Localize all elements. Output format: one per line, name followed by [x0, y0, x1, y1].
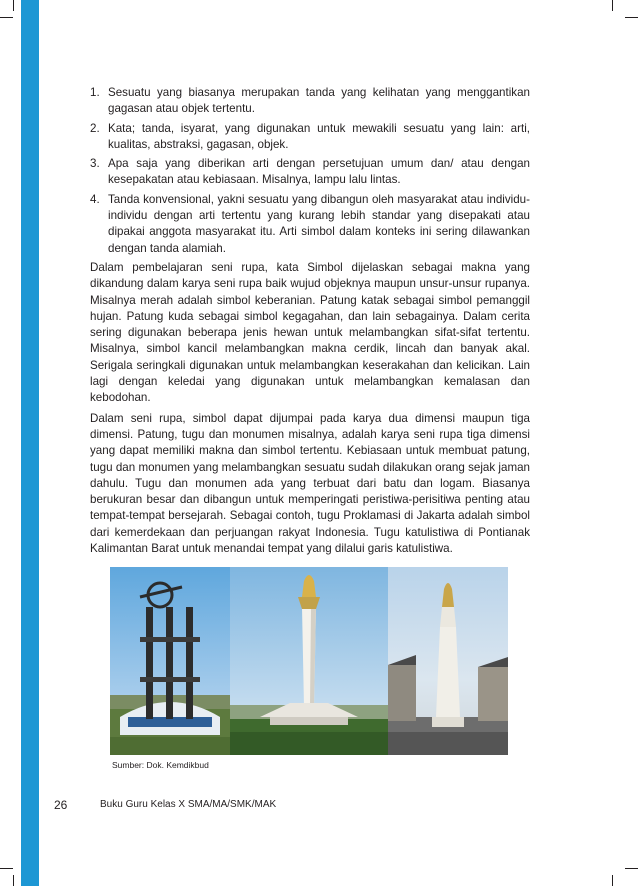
- list-item: 3. Apa saja yang diberikan arti dengan persetujuan umum dan/ atau dengan kesepakatan atau kebiasaan. Misalnya, lampu lalu lintas.: [90, 157, 530, 187]
- photo-tugu-katulistiwa: [110, 567, 230, 755]
- crop-mark: [13, 0, 14, 11]
- crop-mark: [13, 875, 14, 886]
- crop-mark: [0, 17, 13, 18]
- crop-mark: [625, 17, 638, 18]
- photo-monas: [230, 567, 388, 755]
- list-item: 2. Kata; tanda, isyarat, yang digunakan untuk mewakili sesuatu yang lain: arti, kualitas, abstraksi, gagasan, objek.: [90, 121, 530, 151]
- list-item: 4. Tanda konvensional, yakni sesuatu yang dibangun oleh masyarakat atau individu-individu dengan arti tertentu yang kurang lebih standar yang disepakati atau dipakai anggota masyarakat itu. Arti simbol dalam konteks ini sering dilawankan dengan tanda alamiah.: [90, 192, 530, 255]
- book-title: Buku Guru Kelas X SMA/MA/SMK/MAK: [100, 799, 277, 810]
- page-number: 26: [54, 798, 68, 812]
- paragraph: Dalam seni rupa, simbol dapat dijumpai pada karya dua dimensi maupun tiga dimensi. Patung, tugu dan monumen misalnya, adalah karya seni rupa tiga dimensi yang dapat memiliki makna dan simbol tertentu. Kebiasaan untuk membuat patung, tugu dan monumen yang melambangkan sesuatu sudah dilakukan orang sejak jaman dahulu. Tugu dan monumen ada yang terbuat dari batu dan logam. Biasanya berukuran besar dan dibangun untuk memperingati peristiwa-perisitiwa penting atau tempat-tempat bersejarah. Sebagai contoh, tugu Proklamasi di Jakarta adalah simbol dari kemerdekaan dan perjuangan rakyat Indonesia. Tugu katulistiwa di Pontianak Kalimantan Barat untuk menandai tempat yang dilalui garis katulistiwa.: [90, 411, 530, 556]
- crop-mark: [612, 0, 613, 11]
- monument-photos: [110, 567, 508, 755]
- list-item: 1. Sesuatu yang biasanya merupakan tanda yang kelihatan yang menggantikan gagasan atau objek tertentu.: [90, 86, 530, 116]
- photo-tugu-jogja: [388, 567, 508, 755]
- definition-list: [90, 85, 530, 257]
- crop-mark: [0, 868, 13, 869]
- photo-caption: Sumber: Dok. Kemdikbud: [112, 760, 209, 770]
- side-color-bar: [21, 0, 39, 886]
- main-content: [90, 85, 530, 561]
- crop-mark: [612, 875, 613, 886]
- crop-mark: [625, 868, 638, 869]
- paragraph: Dalam pembelajaran seni rupa, kata Simbol dijelaskan sebagai makna yang dikandung dalam karya seni rupa baik wujud objeknya maupun unsur-unsur rupanya. Misalnya merah adalah simbol keberanian. Patung katak sebagai simbol pemanggil hujan. Patung kuda sebagai simbol kegagahan, dan lain sebagainya. Dalam cerita sering digunakan beberapa jenis hewan untuk melambangkan sifat-sifat tertentu. Misalnya, simbol kancil melambangkan makna cerdik, lincah dan banyak akal. Serigala seringkali digunakan untuk melambangkan keserakahan dan kelicikan. Lain lagi dengan keledai yang digunakan untuk melambangkan kemalasan dan kebodohan.: [90, 260, 530, 405]
